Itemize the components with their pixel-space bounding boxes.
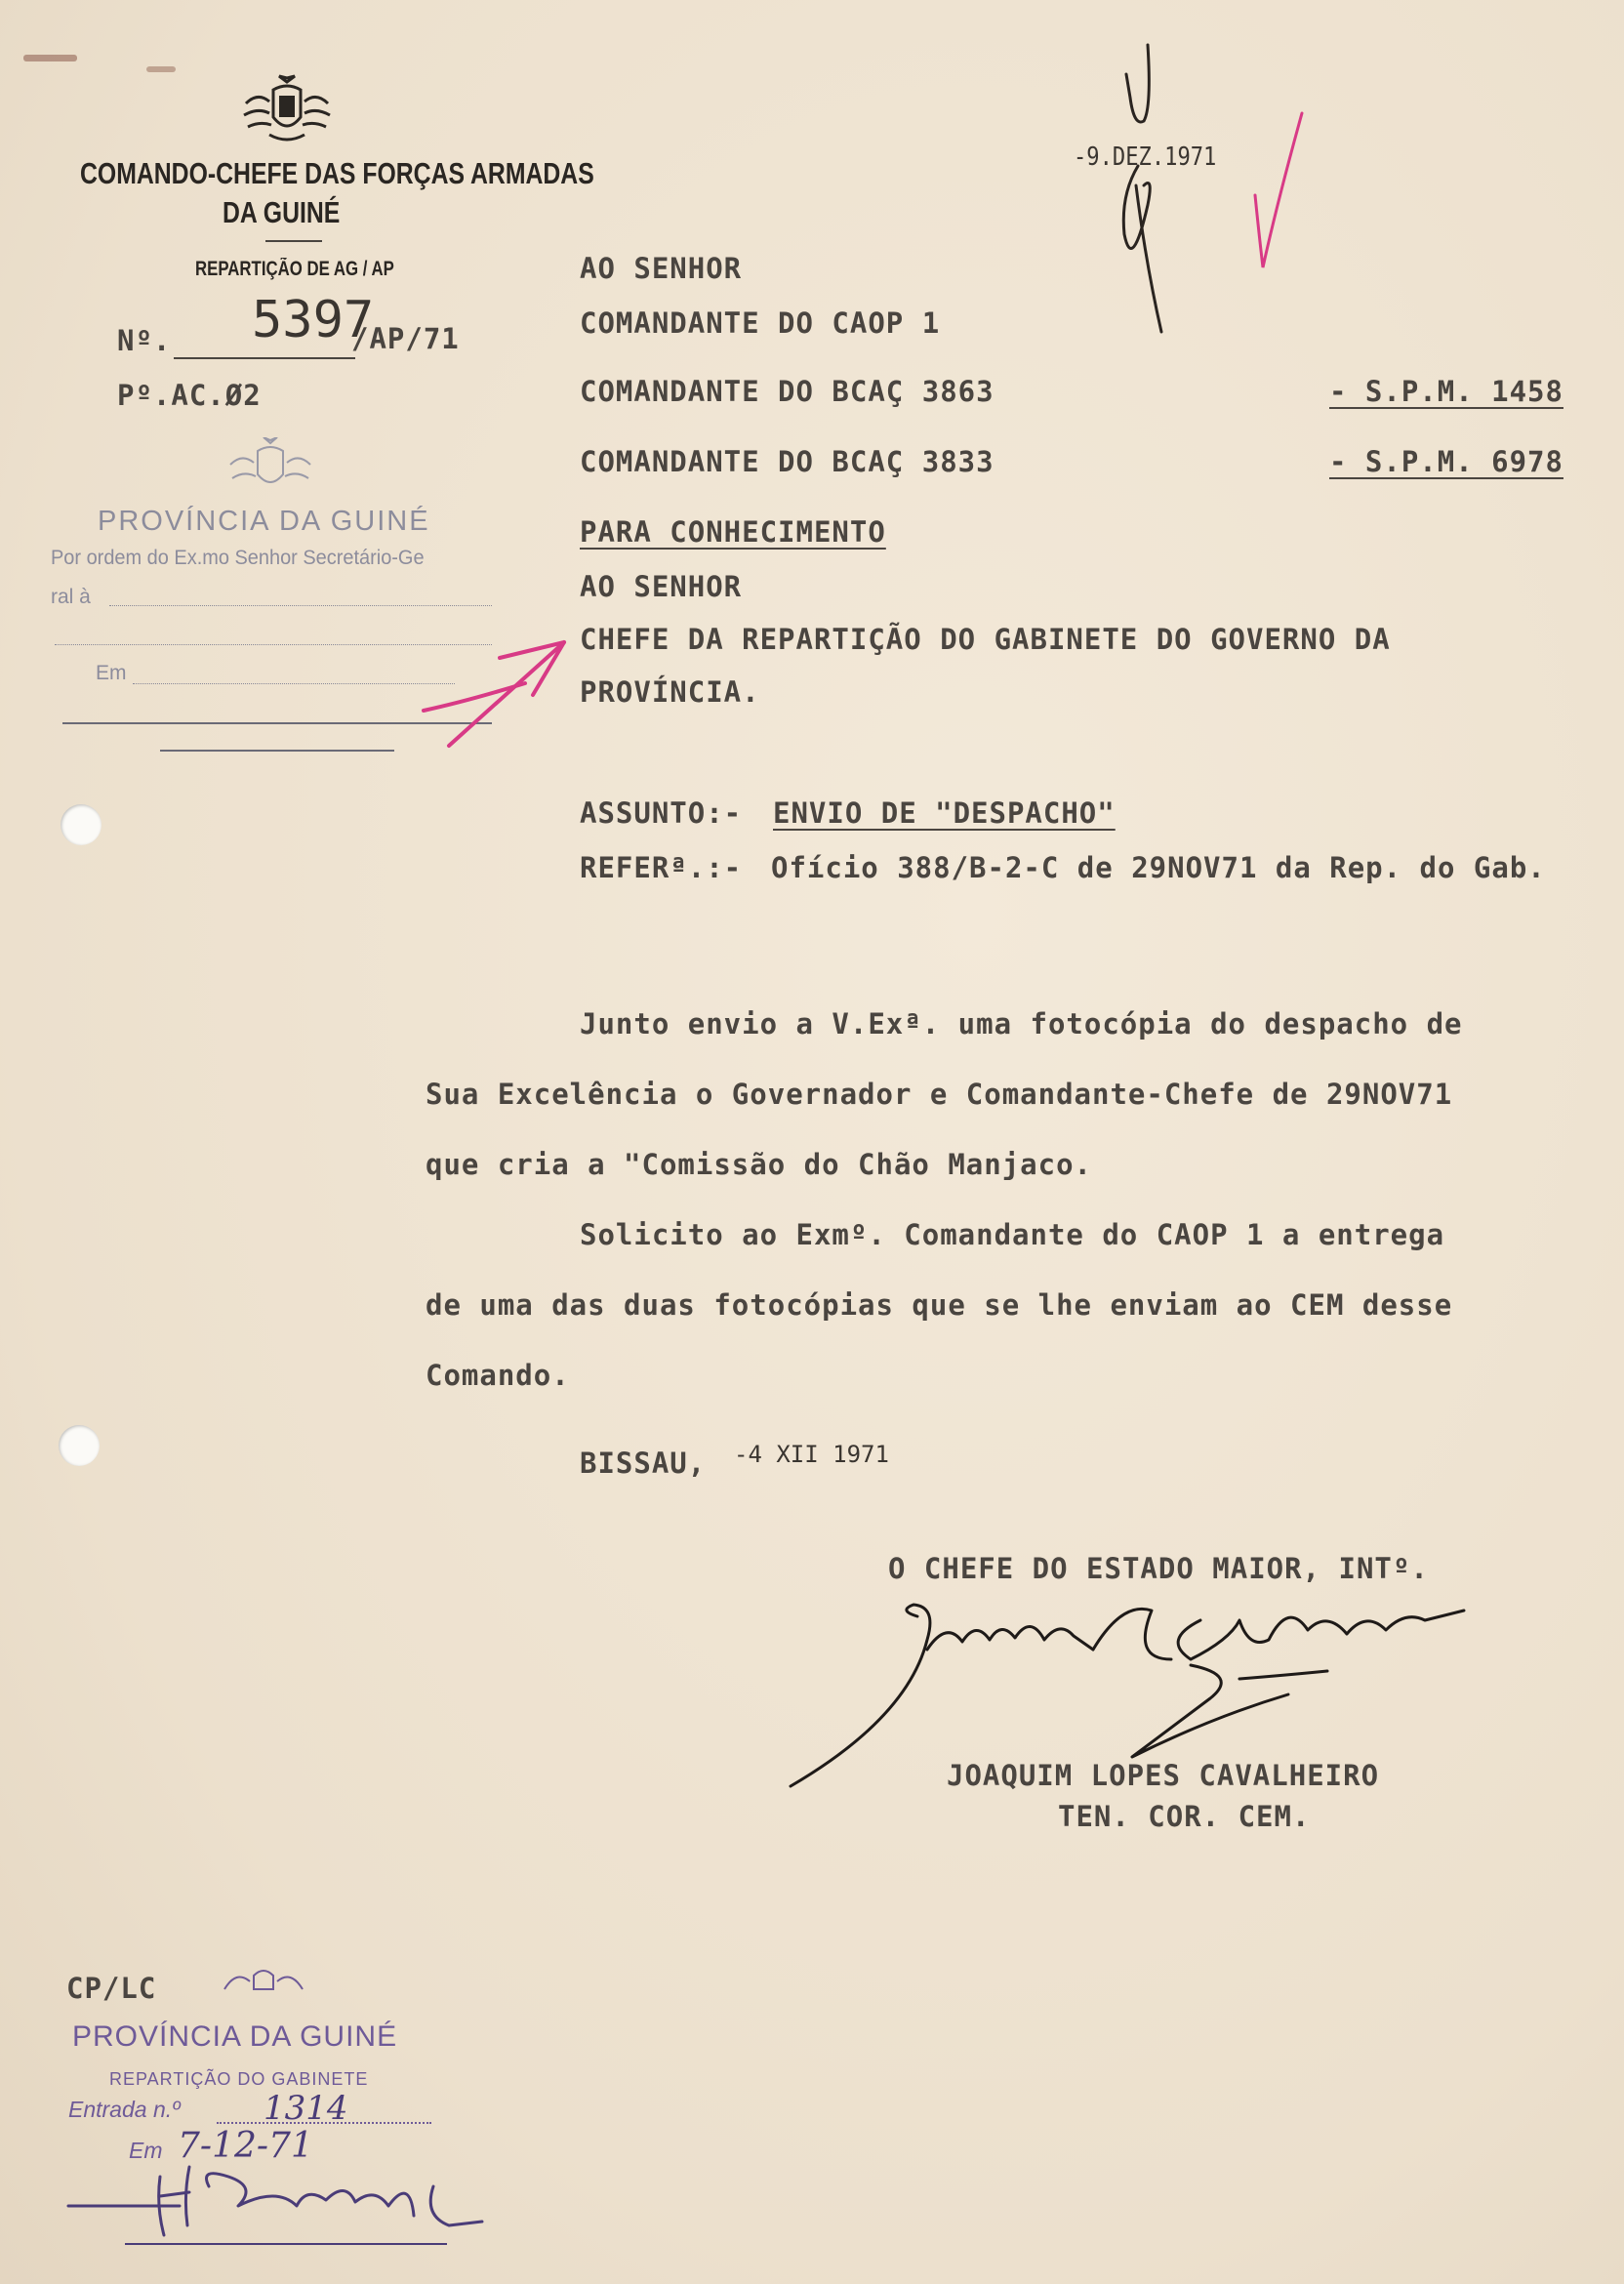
subject-label: ASSUNTO:- bbox=[580, 796, 743, 830]
number-label: Nº. bbox=[117, 324, 172, 357]
department-name: REPARTIÇÃO DE AG / AP bbox=[195, 258, 394, 280]
smudge-mark bbox=[23, 55, 77, 61]
entry-date-label: Em bbox=[129, 2138, 163, 2163]
received-stamp-line3: Em bbox=[96, 662, 127, 684]
organization-name: COMANDO-CHEFE DAS FORÇAS ARMADAS bbox=[80, 156, 594, 190]
entry-stamp-subtitle: REPARTIÇÃO DO GABINETE bbox=[109, 2069, 369, 2089]
coat-of-arms-icon bbox=[240, 74, 334, 144]
entry-initials-signature bbox=[62, 2147, 492, 2245]
check-mark-icon bbox=[1249, 107, 1308, 273]
header-divider bbox=[265, 240, 322, 242]
spm-1458: - S.P.M. 1458 bbox=[1329, 375, 1563, 408]
entry-number-value: 1314 bbox=[264, 2089, 348, 2128]
recipient-bcac-3863: COMANDANTE DO BCAÇ 3863 bbox=[580, 375, 995, 408]
smudge-mark bbox=[146, 66, 176, 72]
punch-hole-top bbox=[61, 804, 102, 845]
process-number: Pº.AC.Ø2 bbox=[117, 379, 262, 412]
recipient-bcac-3833: COMANDANTE DO BCAÇ 3833 bbox=[580, 445, 995, 478]
body-paragraph2-line1: Solicito ao Exmº. Comandante do CAOP 1 a entrega bbox=[580, 1218, 1445, 1251]
signatory-title: O CHEFE DO ESTADO MAIOR, INTº. bbox=[888, 1552, 1429, 1585]
body-paragraph1-line2: Sua Excelência o Governador e Comandante-Chefe de 29NOV71 bbox=[426, 1078, 1453, 1111]
signatory-rank: TEN. COR. CEM. bbox=[1058, 1800, 1311, 1833]
recipient-caop1: COMANDANTE DO CAOP 1 bbox=[580, 306, 941, 340]
typist-initials: CP/LC bbox=[66, 1972, 157, 2005]
for-knowledge-heading: PARA CONHECIMENTO bbox=[580, 515, 886, 549]
subject-value: ENVIO DE "DESPACHO" bbox=[773, 796, 1116, 830]
document-number: 5397 bbox=[252, 291, 375, 349]
stamp-fill-line bbox=[133, 683, 455, 684]
recipient-cabinet-chief-line2: PROVÍNCIA. bbox=[580, 675, 760, 709]
entry-stamp-emblem-icon bbox=[217, 1960, 310, 1999]
organization-name-line2: DA GUINÉ bbox=[223, 195, 341, 229]
body-paragraph1-line1: Junto envio a V.Exª. uma fotocópia do despacho de bbox=[580, 1007, 1463, 1040]
greeting-2: AO SENHOR bbox=[580, 570, 743, 603]
received-stamp-line1: Por ordem do Ex.mo Senhor Secretário-Ge bbox=[51, 547, 425, 569]
date-stamp: -4 XII 1971 bbox=[734, 1441, 889, 1468]
received-stamp-title: PROVÍNCIA DA GUINÉ bbox=[98, 506, 430, 537]
signatory-name: JOAQUIM LOPES CAVALHEIRO bbox=[947, 1759, 1380, 1792]
punch-hole-bottom bbox=[59, 1425, 100, 1466]
recipient-cabinet-chief: CHEFE DA REPARTIÇÃO DO GABINETE DO GOVERNO DA bbox=[580, 623, 1391, 656]
body-paragraph1-line3: que cria a "Comissão do Chão Manjaco. bbox=[426, 1148, 1093, 1181]
reference-value: Ofício 388/B-2-C de 29NOV71 da Rep. do Gab. bbox=[771, 851, 1546, 884]
spm-6978: - S.P.M. 6978 bbox=[1329, 445, 1563, 478]
entry-date-value: 7-12-71 bbox=[178, 2126, 313, 2166]
stamp-emblem-icon bbox=[226, 437, 314, 500]
reference-label: REFERª.:- bbox=[580, 851, 743, 884]
initial-mark-icon bbox=[1093, 39, 1181, 342]
number-underline bbox=[174, 357, 355, 359]
body-paragraph2-line3: Comando. bbox=[426, 1359, 570, 1392]
received-stamp-line2: ral à bbox=[51, 586, 91, 608]
place: BISSAU, bbox=[580, 1447, 707, 1480]
body-paragraph2-line2: de uma das duas fotocópias que se lhe enviam ao CEM desse bbox=[426, 1288, 1453, 1322]
greeting: AO SENHOR bbox=[580, 252, 743, 285]
entry-number-label: Entrada n.º bbox=[68, 2097, 181, 2122]
footer-rule bbox=[125, 2243, 447, 2245]
date-received-stamp: -9.DEZ.1971 bbox=[1074, 143, 1217, 172]
number-suffix: /AP/71 bbox=[351, 322, 460, 355]
entry-stamp-title: PROVÍNCIA DA GUINÉ bbox=[72, 2020, 398, 2053]
stamp-fill-line bbox=[109, 605, 492, 606]
arrow-annotation-icon bbox=[410, 625, 586, 761]
stamp-rule bbox=[160, 750, 394, 752]
